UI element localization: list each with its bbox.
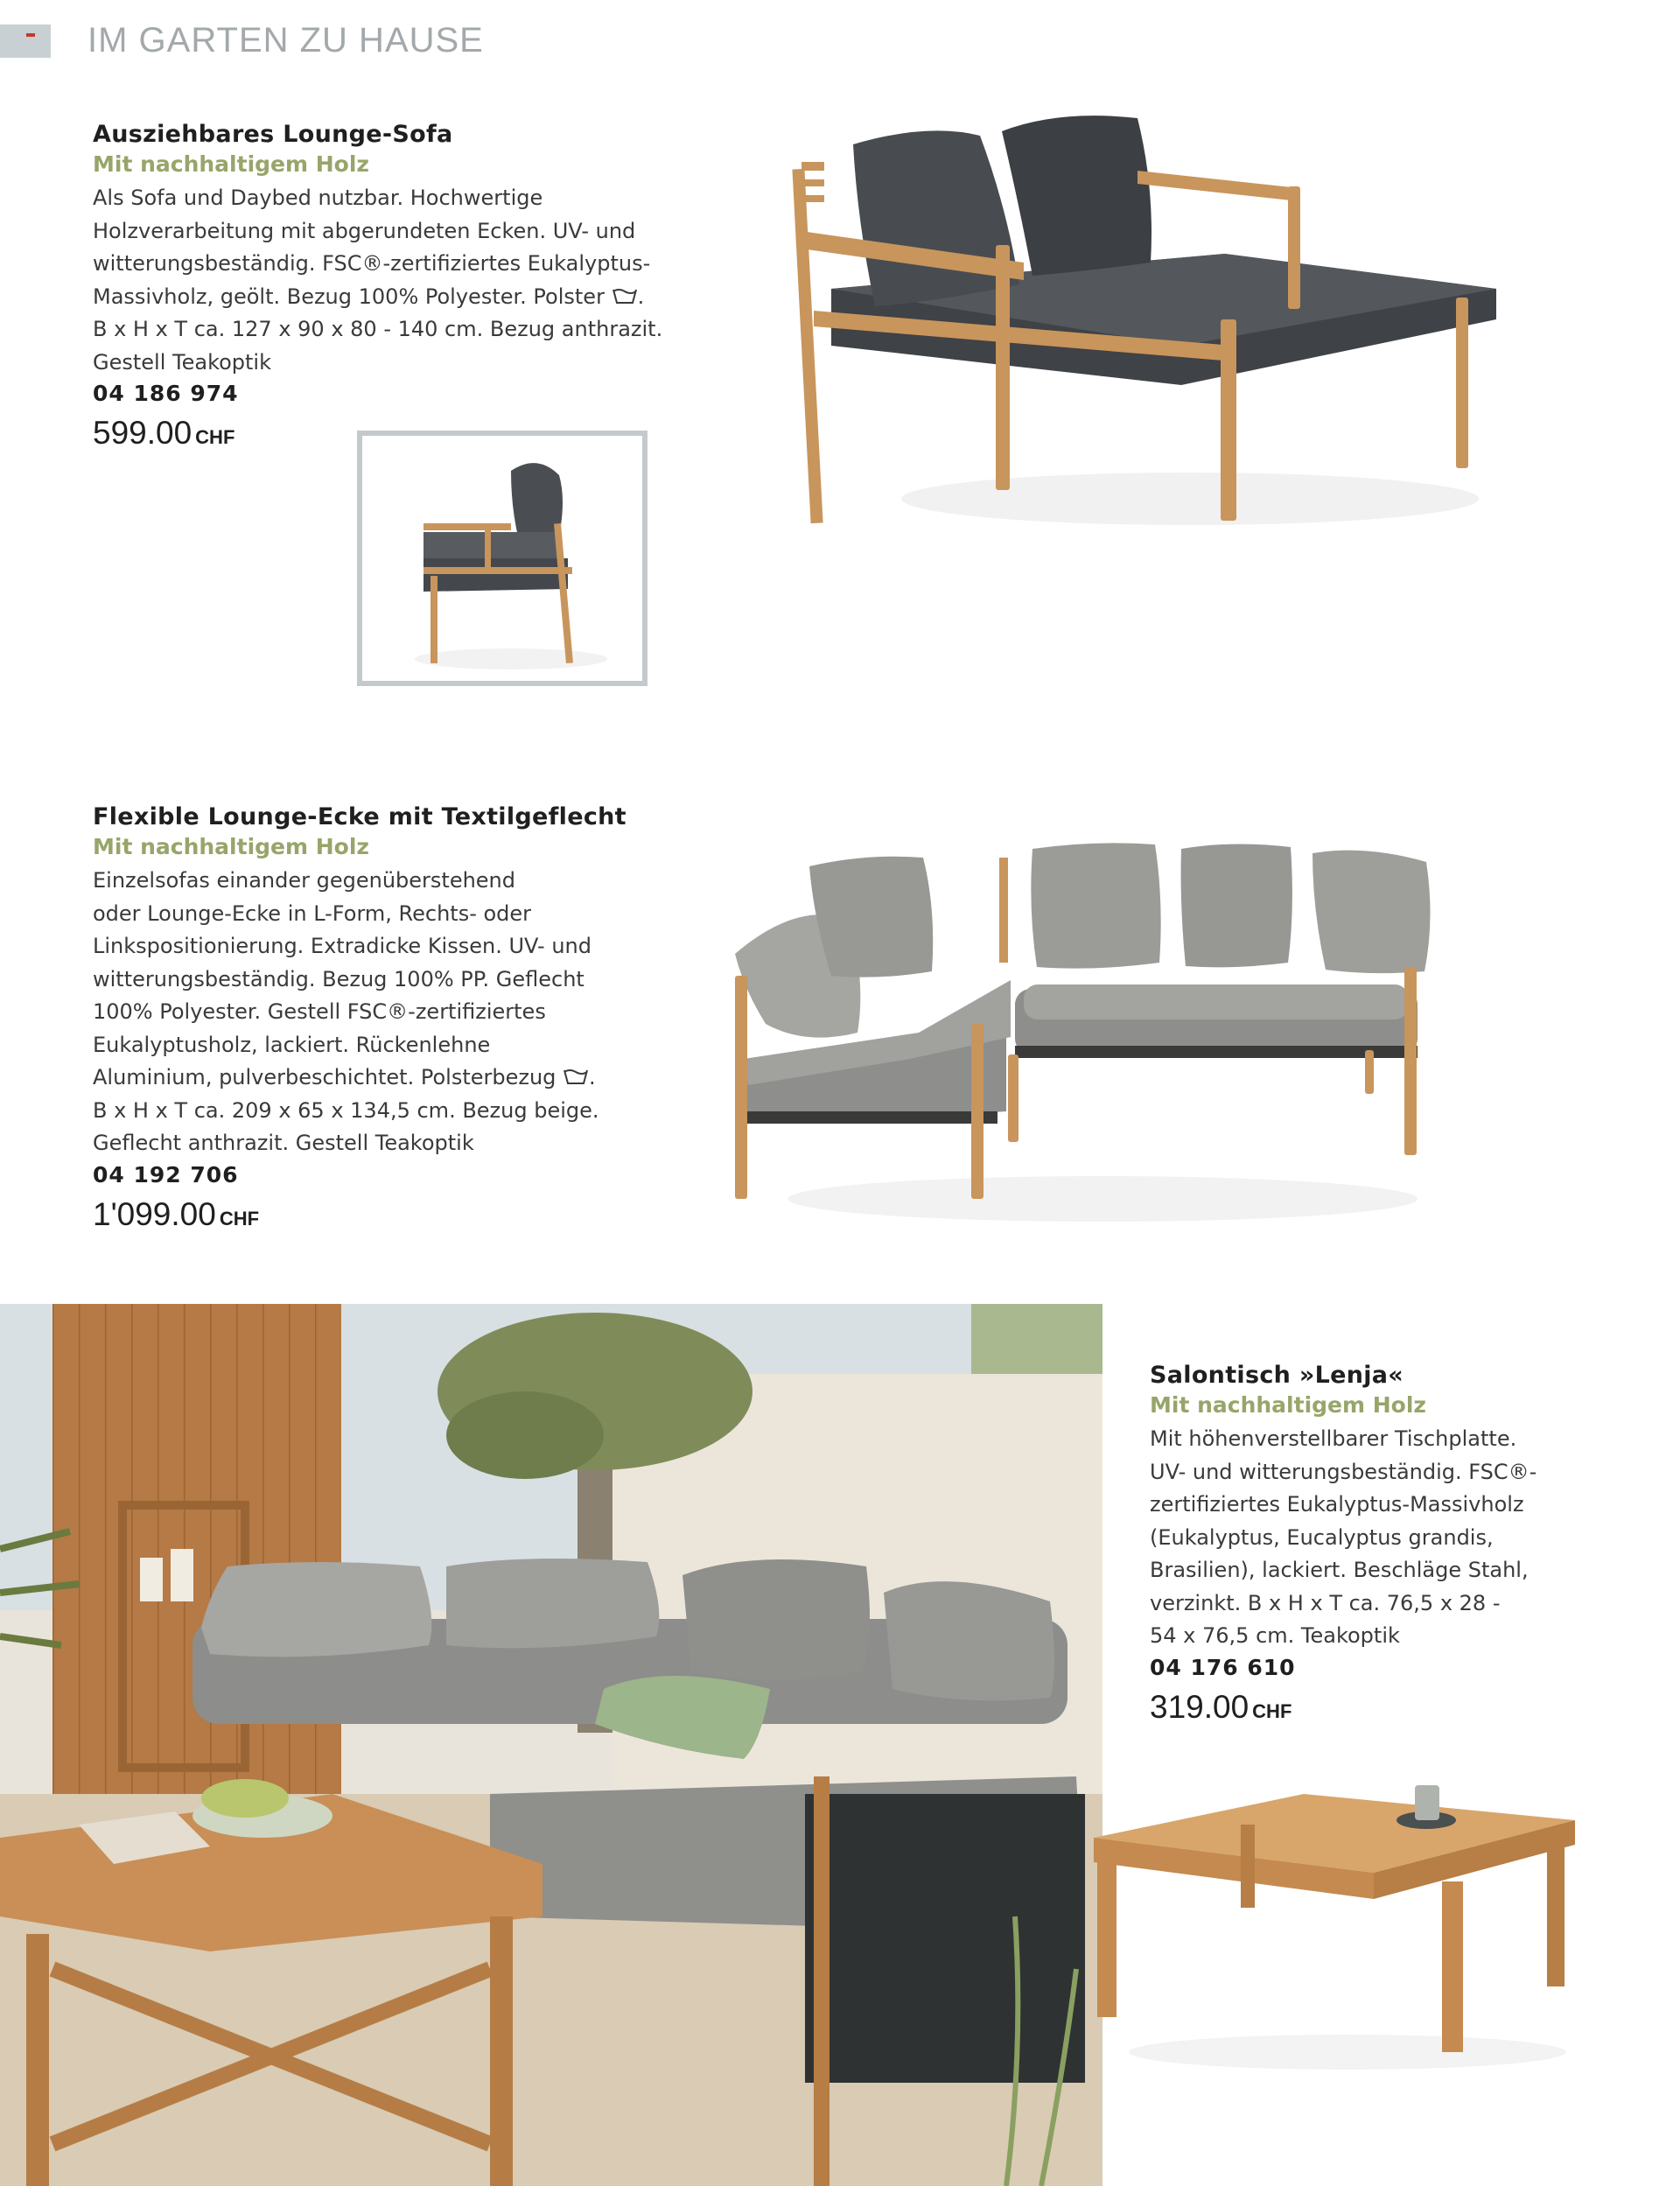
- product-description: Als Sofa und Daybed nutzbar. Hochwertige Holzverarbeitung mit abgerundeten Ecken. UV- und witterungsbeständig. FSC®-zertifiziertes Eukalyptus- Massivholz, geölt. Bezug 100% Polyester. Polster . B x H x T ca. 127 x 90 x 80 - 140 cm. Bezug anthrazit. Gestell Teakoptik: [93, 186, 663, 375]
- wash-symbol-icon: [563, 1067, 589, 1086]
- product-subtitle: Mit nachhaltigem Holz: [1150, 1392, 1426, 1418]
- product-lounge-corner: [93, 803, 653, 1233]
- article-number: 04 192 706: [93, 1161, 239, 1188]
- price: 319.00 CHF: [1150, 1688, 1292, 1725]
- product-name: Flexible Lounge-Ecke mit Textilgeflecht: [93, 803, 626, 830]
- page-tab-marker: [0, 25, 51, 58]
- product-subtitle: Mit nachhaltigem Holz: [93, 834, 369, 859]
- product-subtitle: Mit nachhaltigem Holz: [93, 151, 369, 177]
- lounge-sofa-side-thumbnail: [362, 436, 642, 681]
- article-number: 04 176 610: [1150, 1654, 1296, 1680]
- lounge-sofa-image: [770, 83, 1522, 538]
- patio-lifestyle-photo: [0, 1304, 1102, 2186]
- product-description: Mit höhenverstellbarer Tischplatte. UV- und witterungsbeständig. FSC®- zertifiziertes Eukalyptus-Massivholz (Eukalyptus, Eucalyptus grandis, Brasilien), lackiert. Beschläge Stahl, verzinkt. B x H x T ca. 76,5 x 28 - 54 x 76,5 cm. Teakoptik: [1150, 1426, 1537, 1648]
- wash-symbol-icon: [612, 286, 638, 305]
- product-coffee-table: [1150, 1362, 1578, 1726]
- section-title: IM GARTEN ZU HAUSE: [88, 21, 484, 60]
- thumbnail-frame[interactable]: [357, 431, 648, 686]
- product-description: Einzelsofas einander gegenüberstehend oder Lounge-Ecke in L-Form, Rechts- oder Linkspositionierung. Extradicke Kissen. UV- und witterungsbeständig. Bezug 100% PP. Geflecht 100% Polyester. Gestell FSC®-zertifiziertes Eukalyptusholz, lackiert. Rückenlehne Aluminium, pulverbeschichtet. Polsterbezug . B x H x T ca. 209 x 65 x 134,5 cm. Bezug beige. Geflecht anthrazit. Gestell Teakoptik: [93, 868, 599, 1155]
- product-lounge-sofa: [93, 121, 688, 452]
- lounge-corner-image: [709, 823, 1479, 1234]
- coffee-table-image: [1085, 1759, 1592, 2083]
- price: 599.00 CHF: [93, 415, 235, 451]
- price: 1'099.00 CHF: [93, 1195, 260, 1232]
- product-name: Ausziehbares Lounge-Sofa: [93, 121, 453, 148]
- article-number: 04 186 974: [93, 381, 239, 406]
- product-name: Salontisch »Lenja«: [1150, 1362, 1404, 1389]
